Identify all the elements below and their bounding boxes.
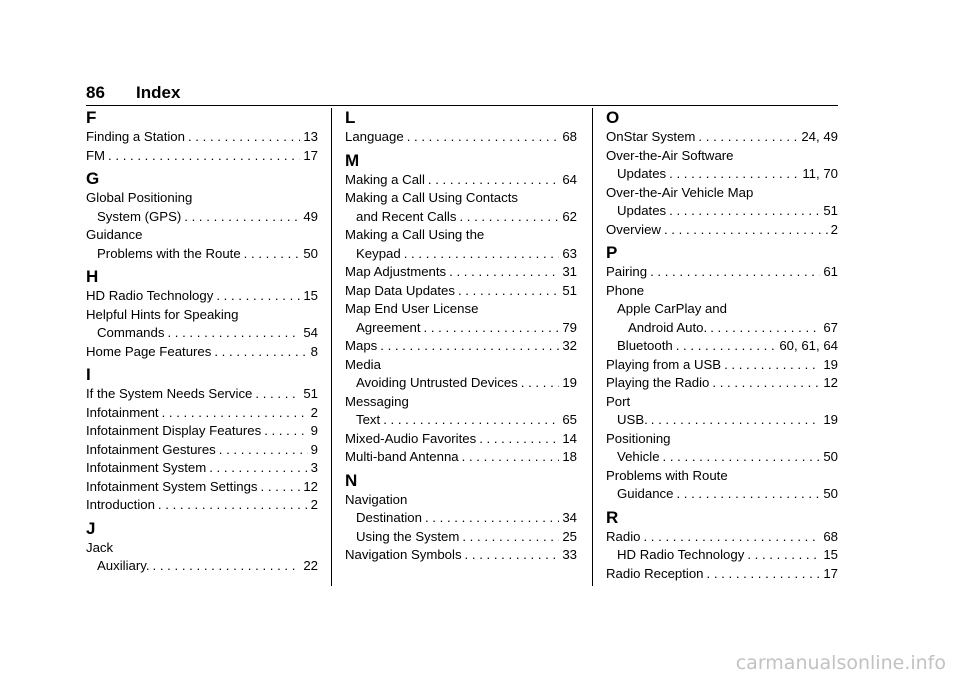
- entry-term: System (GPS): [97, 208, 182, 224]
- entry-page: 19: [823, 356, 838, 372]
- entry-page: 2: [310, 497, 318, 512]
- entry-term: Commands: [97, 325, 165, 340]
- section-letter: J: [86, 518, 96, 538]
- dot-leader: [407, 128, 560, 147]
- section-letter: H: [86, 267, 99, 286]
- entry-page: 15: [303, 288, 318, 303]
- dot-leader: [383, 411, 559, 430]
- dot-leader: [167, 324, 300, 343]
- column-divider: [331, 108, 332, 586]
- index-entry: [345, 282, 577, 301]
- dot-leader: [261, 478, 301, 497]
- watermark: carmanualsonline.info: [735, 652, 946, 674]
- entry-page: 18: [562, 449, 577, 464]
- entry-page: 68: [562, 129, 577, 144]
- index-entry: [345, 546, 577, 565]
- page-title: Index: [136, 83, 181, 102]
- index-section: [345, 151, 577, 467]
- index-entry: [606, 221, 838, 240]
- index-heading-entry: Making a Call Using the: [345, 227, 485, 242]
- entry-page: 15: [823, 547, 838, 562]
- entry-term: Playing from a USB: [606, 356, 722, 372]
- dot-leader: [209, 459, 307, 478]
- index-entry: [606, 411, 838, 430]
- dot-leader: [108, 147, 300, 166]
- dot-leader: [216, 287, 300, 306]
- index-entry: [345, 128, 577, 147]
- entry-term: Text: [356, 412, 381, 427]
- entry-page: 34: [562, 510, 577, 525]
- dot-leader: [664, 221, 828, 240]
- dot-leader: [663, 448, 821, 467]
- entry-page: 62: [562, 208, 577, 224]
- entry-term: Vehicle: [617, 449, 660, 464]
- entry-page: 64: [562, 171, 577, 187]
- index-entry: [86, 128, 318, 147]
- dot-leader: [676, 337, 777, 356]
- section-letter: O: [606, 108, 620, 127]
- index-entry: [345, 337, 577, 356]
- index-entry: [345, 411, 577, 430]
- index-heading-entry: Navigation: [345, 491, 408, 507]
- entry-term: Infotainment: [86, 404, 159, 420]
- entry-page: 50: [823, 486, 838, 501]
- index-section: [86, 108, 318, 165]
- entry-term: Destination: [356, 510, 422, 525]
- dot-leader: [707, 565, 821, 584]
- index-section: [86, 519, 318, 576]
- entry-term: Android Auto.: [628, 319, 708, 335]
- entry-term: Playing the Radio: [606, 375, 710, 390]
- dot-leader: [712, 374, 820, 393]
- index-heading-entry: Phone: [606, 282, 645, 298]
- index-entry: [606, 356, 838, 375]
- entry-page: 24, 49: [801, 129, 838, 144]
- column-divider: [592, 108, 593, 586]
- index-heading-entry: Map End User License: [345, 301, 479, 316]
- dot-leader: [458, 282, 559, 301]
- entry-page: 49: [303, 208, 318, 224]
- dot-leader: [669, 202, 820, 221]
- entry-term: Infotainment Display Features: [86, 423, 262, 438]
- entry-term: Bluetooth: [617, 338, 673, 353]
- dot-leader: [747, 546, 820, 565]
- index-entry: [606, 263, 838, 282]
- entry-page: 17: [303, 147, 318, 163]
- entry-page: 2: [830, 221, 838, 237]
- page-header: [86, 83, 838, 106]
- entry-page: 12: [303, 478, 318, 494]
- section-letter: N: [345, 470, 358, 490]
- section-letter: R: [606, 507, 619, 527]
- entry-page: 31: [562, 264, 577, 279]
- dot-leader: [676, 485, 820, 504]
- dot-leader: [255, 385, 300, 404]
- entry-term: Map Adjustments: [345, 264, 447, 279]
- index-entry: [606, 202, 838, 221]
- section-letter: P: [606, 243, 618, 262]
- entry-page: 51: [562, 282, 577, 298]
- index-entry: [345, 263, 577, 282]
- dot-leader: [424, 319, 560, 338]
- section-letter: M: [345, 150, 360, 170]
- entry-term: OnStar System: [606, 129, 696, 144]
- dot-leader: [158, 496, 308, 515]
- section-letter: G: [86, 169, 100, 188]
- index-entry: [86, 208, 318, 227]
- index-entry: [606, 528, 838, 547]
- index-entry: [86, 459, 318, 478]
- index-entry: [606, 485, 838, 504]
- entry-term: Radio: [606, 528, 641, 544]
- entry-page: 61: [823, 264, 838, 279]
- entry-page: 9: [310, 423, 318, 438]
- entry-term: Radio Reception: [606, 565, 704, 581]
- entry-term: Maps: [345, 338, 378, 353]
- entry-term: Updates: [617, 203, 667, 218]
- dot-leader: [521, 374, 560, 393]
- entry-term: Home Page Features: [86, 343, 212, 359]
- dot-leader: [462, 528, 559, 547]
- dot-leader: [724, 356, 820, 375]
- index-entry: [345, 448, 577, 467]
- entry-page: 32: [562, 338, 577, 353]
- entry-page: 65: [562, 412, 577, 427]
- entry-page: 14: [562, 430, 577, 446]
- entry-term: and Recent Calls: [356, 208, 457, 224]
- entry-term: Infotainment System: [86, 460, 207, 475]
- entry-term: Overview: [606, 221, 661, 237]
- index-section: [86, 365, 318, 515]
- dot-leader: [710, 319, 820, 338]
- entry-page: 68: [823, 528, 838, 544]
- entry-term: Mixed-Audio Favorites: [345, 430, 477, 446]
- dot-leader: [380, 337, 559, 356]
- index-heading-entry: Helpful Hints for Speaking: [86, 306, 239, 322]
- index-entry: [606, 546, 838, 565]
- index-heading-entry: Media: [345, 356, 381, 372]
- section-letter: L: [345, 108, 356, 127]
- dot-leader: [643, 528, 820, 547]
- entry-term: Making a Call: [345, 171, 425, 187]
- dot-leader: [184, 208, 300, 227]
- index-entry: [345, 319, 577, 338]
- index-entry: [345, 245, 577, 264]
- entry-page: 8: [310, 343, 318, 359]
- entry-term: Agreement: [356, 319, 421, 335]
- section-letter: I: [86, 365, 91, 384]
- entry-term: Using the System: [356, 528, 460, 544]
- entry-term: Avoiding Untrusted Devices: [356, 375, 518, 390]
- entry-term: Keypad: [356, 245, 401, 261]
- entry-term: HD Radio Technology: [617, 547, 745, 562]
- entry-page: 19: [562, 375, 577, 390]
- index-entry: [606, 374, 838, 393]
- index-entry: [606, 165, 838, 184]
- index-entry: [86, 324, 318, 343]
- entry-page: 13: [303, 129, 318, 144]
- dot-leader: [650, 263, 820, 282]
- dot-leader: [162, 404, 308, 423]
- dot-leader: [669, 165, 799, 184]
- dot-leader: [153, 557, 301, 576]
- dot-leader: [188, 128, 300, 147]
- index-entry: [345, 171, 577, 190]
- index-heading-entry: Positioning: [606, 430, 671, 446]
- entry-term: Navigation Symbols: [345, 547, 462, 562]
- entry-term: If the System Needs Service: [86, 386, 253, 401]
- entry-page: 67: [823, 319, 838, 335]
- entry-term: Auxiliary.: [97, 558, 150, 573]
- entry-term: HD Radio Technology: [86, 288, 214, 303]
- entry-page: 17: [823, 565, 838, 581]
- entry-page: 63: [562, 245, 577, 261]
- index-entry: [606, 448, 838, 467]
- entry-page: 12: [823, 375, 838, 390]
- index-entry: [86, 245, 318, 264]
- entry-term: Infotainment System Settings: [86, 478, 258, 494]
- index-heading-entry: Jack: [86, 539, 114, 555]
- entry-page: 22: [303, 558, 318, 573]
- entry-page: 25: [562, 528, 577, 544]
- entry-page: 2: [310, 404, 318, 420]
- index-entry: [86, 441, 318, 460]
- entry-page: 50: [303, 245, 318, 261]
- index-column-2: [345, 108, 577, 565]
- index-section: [86, 169, 318, 263]
- index-heading-entry: Messaging: [345, 393, 409, 409]
- index-section: [86, 267, 318, 361]
- entry-term: Introduction: [86, 497, 155, 512]
- index-entry: [86, 147, 318, 166]
- index-entry: [606, 565, 838, 584]
- entry-term: Language: [345, 129, 404, 144]
- entry-term: FM: [86, 147, 106, 163]
- index-heading-entry: Guidance: [86, 227, 143, 242]
- index-section: [345, 471, 577, 565]
- index-entry: [86, 557, 318, 576]
- index-entry: [606, 128, 838, 147]
- entry-page: 51: [823, 203, 838, 218]
- dot-leader: [651, 411, 821, 430]
- index-entry: [345, 509, 577, 528]
- dot-leader: [219, 441, 308, 460]
- index-entry: [606, 337, 838, 356]
- dot-leader: [465, 546, 560, 565]
- dot-leader: [404, 245, 560, 264]
- index-entry: [86, 287, 318, 306]
- dot-leader: [462, 448, 560, 467]
- entry-page: 19: [823, 412, 838, 427]
- entry-term: Problems with the Route: [97, 245, 241, 261]
- entry-page: 9: [310, 441, 318, 457]
- entry-term: Guidance: [617, 486, 674, 501]
- entry-term: Multi-band Antenna: [345, 449, 459, 464]
- entry-term: USB.: [617, 412, 648, 427]
- index-entry: [86, 496, 318, 515]
- index-entry: [86, 404, 318, 423]
- index-heading-entry: Apple CarPlay and: [617, 301, 727, 316]
- index-entry: [86, 385, 318, 404]
- index-entry: [606, 319, 838, 338]
- dot-leader: [479, 430, 559, 449]
- index-section: [606, 243, 838, 504]
- entry-page: 54: [303, 325, 318, 340]
- index-heading-entry: Global Positioning: [86, 190, 193, 205]
- dot-leader: [459, 208, 559, 227]
- index-entry: [345, 430, 577, 449]
- entry-page: 11, 70: [802, 166, 838, 181]
- entry-page: 3: [310, 460, 318, 475]
- dot-leader: [244, 245, 301, 264]
- entry-term: Map Data Updates: [345, 282, 455, 298]
- index-heading-entry: Port: [606, 393, 631, 409]
- page-number: 86: [86, 83, 105, 102]
- section-letter: F: [86, 108, 97, 127]
- index-heading-entry: Over-the-Air Vehicle Map: [606, 184, 754, 200]
- dot-leader: [449, 263, 559, 282]
- entry-page: 79: [562, 319, 577, 335]
- index-heading-entry: Over-the-Air Software: [606, 147, 734, 163]
- index-entry: [345, 528, 577, 547]
- entry-term: Infotainment Gestures: [86, 441, 216, 457]
- entry-page: 60, 61, 64: [779, 338, 838, 353]
- entry-page: 50: [823, 449, 838, 464]
- index-entry: [86, 343, 318, 362]
- index-section: [345, 108, 577, 147]
- index-entry: [345, 374, 577, 393]
- index-entry: [86, 478, 318, 497]
- dot-leader: [214, 343, 307, 362]
- entry-page: 51: [303, 386, 318, 401]
- index-section: [606, 108, 838, 239]
- index-section: [606, 508, 838, 584]
- entry-page: 33: [562, 547, 577, 562]
- dot-leader: [428, 171, 559, 190]
- dot-leader: [425, 509, 559, 528]
- dot-leader: [698, 128, 798, 147]
- entry-term: Finding a Station: [86, 129, 185, 144]
- index-column-1: [86, 108, 318, 576]
- index-heading-entry: Making a Call Using Contacts: [345, 190, 518, 205]
- entry-term: Updates: [617, 166, 667, 181]
- index-entry: [86, 422, 318, 441]
- dot-leader: [264, 422, 307, 441]
- index-heading-entry: Problems with Route: [606, 467, 728, 483]
- index-entry: [345, 208, 577, 227]
- entry-term: Pairing: [606, 264, 648, 279]
- index-column-3: [606, 108, 838, 583]
